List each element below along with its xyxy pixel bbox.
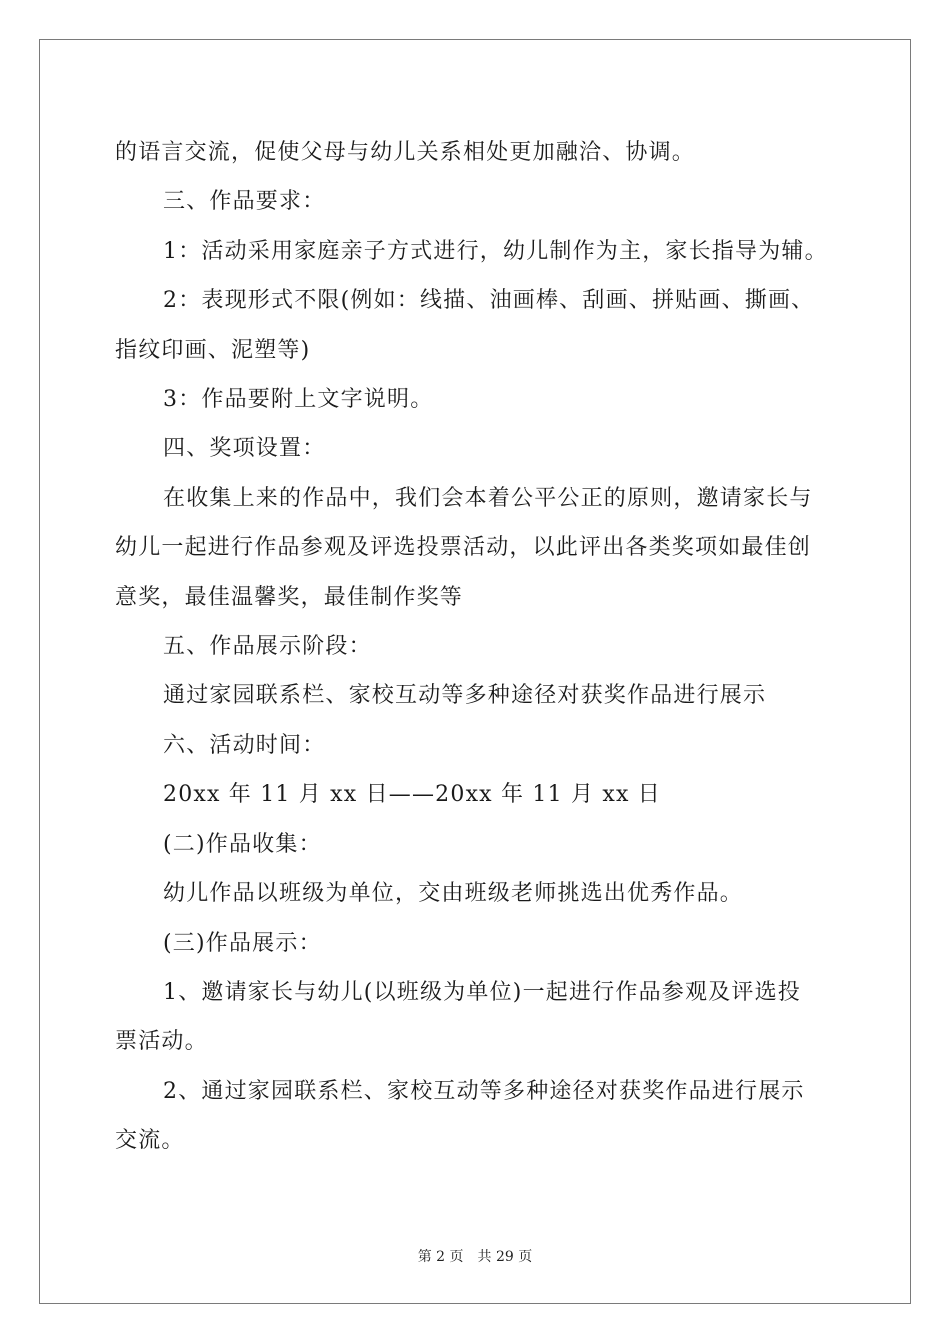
paragraph-line: 三、作品要求：: [163, 189, 326, 215]
paragraph-line: 意奖，最佳温馨奖，最佳制作奖等: [115, 584, 464, 610]
paragraph: [115, 968, 835, 1067]
paragraph-line: 1、邀请家长与幼儿(以班级为单位)一起进行作品参观及评选投: [163, 979, 801, 1005]
paragraph: [115, 919, 835, 968]
paragraph-line: 通过家园联系栏、家校互动等多种途径对获奖作品进行展示: [163, 683, 767, 709]
paragraph: [115, 820, 835, 869]
paragraph: [115, 227, 835, 276]
paragraph: [115, 1067, 835, 1166]
paragraph-line: 幼儿作品以班级为单位，交由班级老师挑选出优秀作品。: [163, 881, 744, 907]
paragraph-line: 3：作品要附上文字说明。: [163, 387, 434, 413]
paragraph-line: 四、奖项设置：: [163, 436, 326, 462]
page-footer: [0, 1246, 950, 1266]
paragraph-line: 六、活动时间：: [163, 732, 326, 758]
paragraph-line: 20xx 年 11 月 xx 日——20xx 年 11 月 xx 日: [163, 782, 661, 808]
paragraph-line: 五、作品展示阶段：: [163, 634, 372, 660]
paragraph: [115, 276, 835, 375]
paragraph-line: 交流。: [115, 1128, 185, 1154]
paragraph: [115, 424, 835, 473]
paragraph: [115, 721, 835, 770]
paragraph: [115, 622, 835, 671]
page-number: 第 2 页: [417, 1249, 464, 1265]
document-body: [115, 128, 835, 1166]
paragraph-line: 1：活动采用家庭亲子方式进行，幼儿制作为主，家长指导为辅。: [163, 238, 828, 264]
paragraph-line: (三)作品展示：: [163, 930, 322, 956]
paragraph-line: 2、通过家园联系栏、家校互动等多种途径对获奖作品进行展示: [163, 1078, 805, 1104]
paragraph: [115, 375, 835, 424]
paragraph: [115, 128, 835, 177]
paragraph: [115, 177, 835, 226]
paragraph-line: 票活动。: [115, 1029, 208, 1055]
paragraph: [115, 770, 835, 819]
paragraph: [115, 869, 835, 918]
paragraph-line: 指纹印画、泥塑等): [115, 337, 311, 363]
paragraph-line: 幼儿一起进行作品参观及评选投票活动，以此评出各类奖项如最佳创: [115, 535, 812, 561]
paragraph-line: 在收集上来的作品中，我们会本着公平公正的原则，邀请家长与: [163, 485, 813, 511]
page-total: 共 29 页: [477, 1249, 533, 1265]
paragraph-line: 2：表现形式不限(例如：线描、油画棒、刮画、拼贴画、撕画、: [163, 288, 815, 314]
paragraph: [115, 474, 835, 622]
paragraph-line: 的语言交流，促使父母与幼儿关系相处更加融洽、协调。: [115, 140, 696, 165]
paragraph-line: (二)作品收集：: [163, 831, 322, 857]
paragraph: [115, 671, 835, 720]
